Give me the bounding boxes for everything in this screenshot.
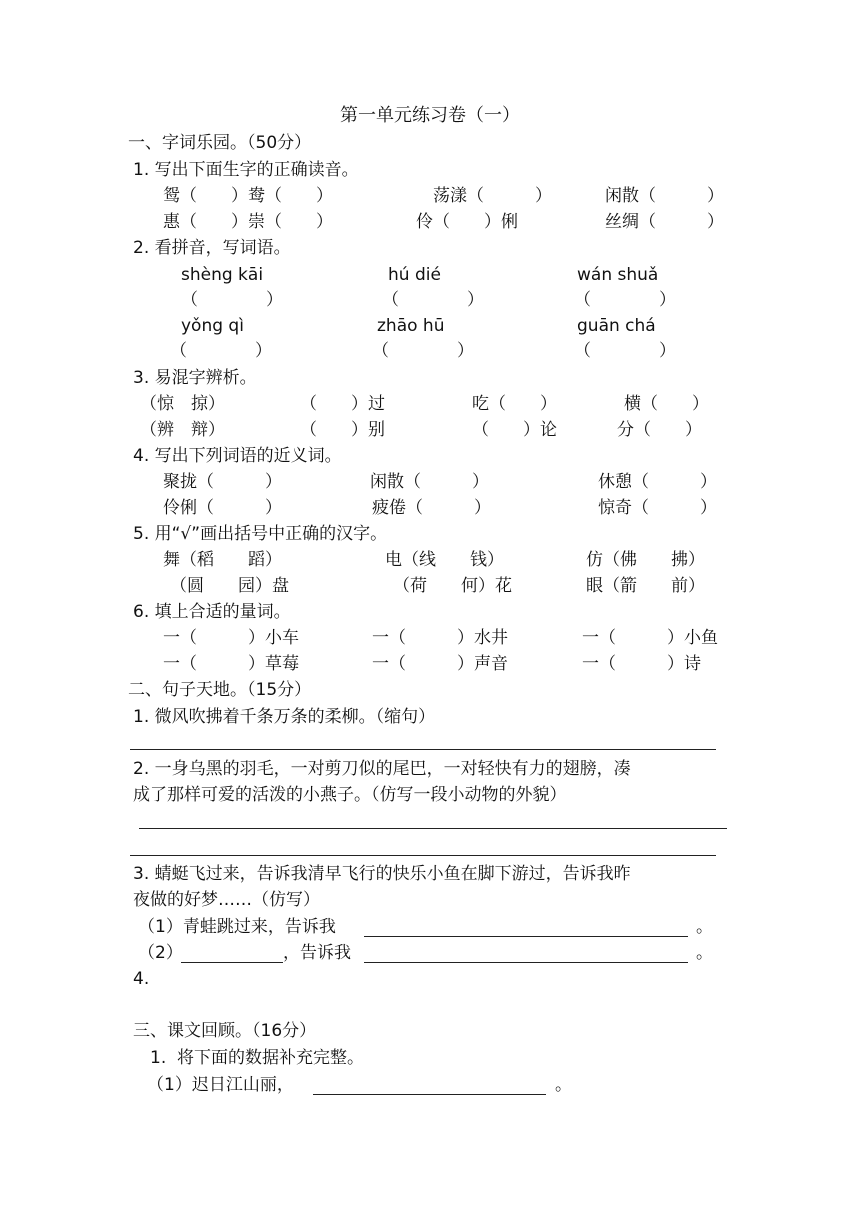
q2-blank-1: （ ） (181, 290, 283, 310)
period: 。 (696, 917, 713, 937)
period: 。 (696, 943, 713, 963)
s2-q3-b: （2） (138, 943, 183, 963)
q6-r2-c1: 一（ ）草莓 (163, 654, 299, 674)
s2-q3-line1: 3. 蜻蜓飞过来，告诉我清早飞行的快乐小鱼在脚下游过，告诉我昨 (133, 864, 631, 884)
q4-r1-c3: 休憩（ ） (598, 472, 717, 492)
q3-label: 3. 易混字辨析。 (133, 368, 257, 388)
q5-r2-c1: （圆 园）盘 (170, 576, 289, 596)
section-3-heading: 三、课文回顾。（16分） (133, 1021, 317, 1041)
s2-q3-line2: 夜做的好梦……（仿写） (133, 890, 320, 910)
s2-q1: 1. 微风吹拂着千条万条的柔柳。（缩句） (133, 707, 436, 727)
s3-q1-a: （1）迟日江山丽， (147, 1075, 294, 1095)
q4-r1-c1: 聚拢（ ） (163, 472, 282, 492)
q1-label: 1. 写出下面生字的正确读音。 (133, 160, 359, 180)
q1-r2-c2: 伶（ ）俐 (416, 212, 518, 232)
answer-line[interactable] (364, 936, 688, 937)
q5-r1-c1: 舞（稻 蹈） (163, 550, 282, 570)
q3-r1-c4: 横（ ） (624, 394, 709, 414)
section-1-heading: 一、字词乐园。（50分） (128, 133, 312, 153)
q2-blank-2: （ ） (382, 290, 484, 310)
q6-label: 6. 填上合适的量词。 (133, 602, 291, 622)
answer-line[interactable] (130, 749, 716, 750)
q6-r1-c3: 一（ ）小鱼 (582, 628, 718, 648)
q5-r1-c3: 仿（佛 拂） (586, 550, 705, 570)
s2-q2-line2: 成了那样可爱的活泼的小燕子。（仿写一段小动物的外貌） (133, 785, 567, 805)
q3-r2-c4: 分（ ） (617, 420, 702, 440)
period: 。 (555, 1075, 572, 1095)
q3-r2-c2: （ ）别 (300, 420, 385, 440)
q1-r2-c3: 丝绸（ ） (605, 212, 724, 232)
q6-r1-c1: 一（ ）小车 (163, 628, 299, 648)
section-2-heading: 二、句子天地。（15分） (128, 680, 312, 700)
q4-r2-c1: 伶俐（ ） (163, 498, 282, 518)
s2-q2-line1: 2. 一身乌黑的羽毛，一对剪刀似的尾巴，一对轻快有力的翅膀，凑 (133, 759, 631, 779)
q6-r1-c2: 一（ ）水井 (372, 628, 508, 648)
s2-q3-b2: ，告诉我 (283, 943, 351, 963)
answer-line[interactable] (313, 1094, 546, 1095)
q4-label: 4. 写出下列词语的近义词。 (133, 446, 342, 466)
q2-pinyin-4: yǒng qì (181, 316, 244, 336)
q4-r2-c2: 疲倦（ ） (372, 498, 491, 518)
answer-line[interactable] (139, 828, 727, 829)
q2-pinyin-2: hú dié (388, 265, 441, 285)
q1-r1-c1: 鸳（ ）鸯（ ） (163, 186, 333, 206)
q4-r2-c3: 惊奇（ ） (598, 498, 717, 518)
q5-r2-c2: （荷 何）花 (393, 576, 512, 596)
s2-q4: 4. (133, 969, 150, 989)
q2-blank-4: （ ） (170, 341, 272, 361)
q2-pinyin-6: guān chá (577, 316, 656, 336)
answer-line[interactable] (364, 962, 688, 963)
q2-blank-5: （ ） (372, 341, 474, 361)
q1-r1-c3: 闲散（ ） (605, 186, 724, 206)
q2-pinyin-3: wán shuǎ (577, 265, 659, 285)
page-title: 第一单元练习卷（一） (340, 105, 520, 126)
s2-q3-a: （1）青蛙跳过来，告诉我 (138, 917, 336, 937)
q6-r2-c2: 一（ ）声音 (372, 654, 508, 674)
q3-r1-c1: （惊 掠） (140, 394, 225, 414)
answer-line[interactable] (181, 962, 283, 963)
q6-r2-c3: 一（ ）诗 (582, 654, 701, 674)
answer-line[interactable] (130, 855, 716, 856)
q5-r1-c2: 电（线 钱） (385, 550, 504, 570)
q2-pinyin-5: zhāo hū (377, 316, 445, 336)
q5-label: 5. 用“√”画出括号中正确的汉字。 (133, 524, 388, 544)
q3-r1-c3: 吃（ ） (472, 394, 557, 414)
s3-q1: 1. 将下面的数据补充完整。 (150, 1048, 365, 1068)
q2-pinyin-1: shèng kāi (181, 265, 264, 285)
q4-r1-c2: 闲散（ ） (370, 472, 489, 492)
q3-r2-c1: （辨 辩） (140, 420, 225, 440)
q5-r2-c3: 眼（箭 前） (586, 576, 705, 596)
q3-r1-c2: （ ）过 (300, 394, 385, 414)
q3-r2-c3: （ ）论 (472, 420, 557, 440)
q1-r1-c2: 荡漾（ ） (433, 186, 552, 206)
q2-label: 2. 看拼音，写词语。 (133, 238, 291, 258)
q1-r2-c1: 惠（ ）崇（ ） (163, 212, 333, 232)
q2-blank-6: （ ） (574, 341, 676, 361)
q2-blank-3: （ ） (574, 290, 676, 310)
